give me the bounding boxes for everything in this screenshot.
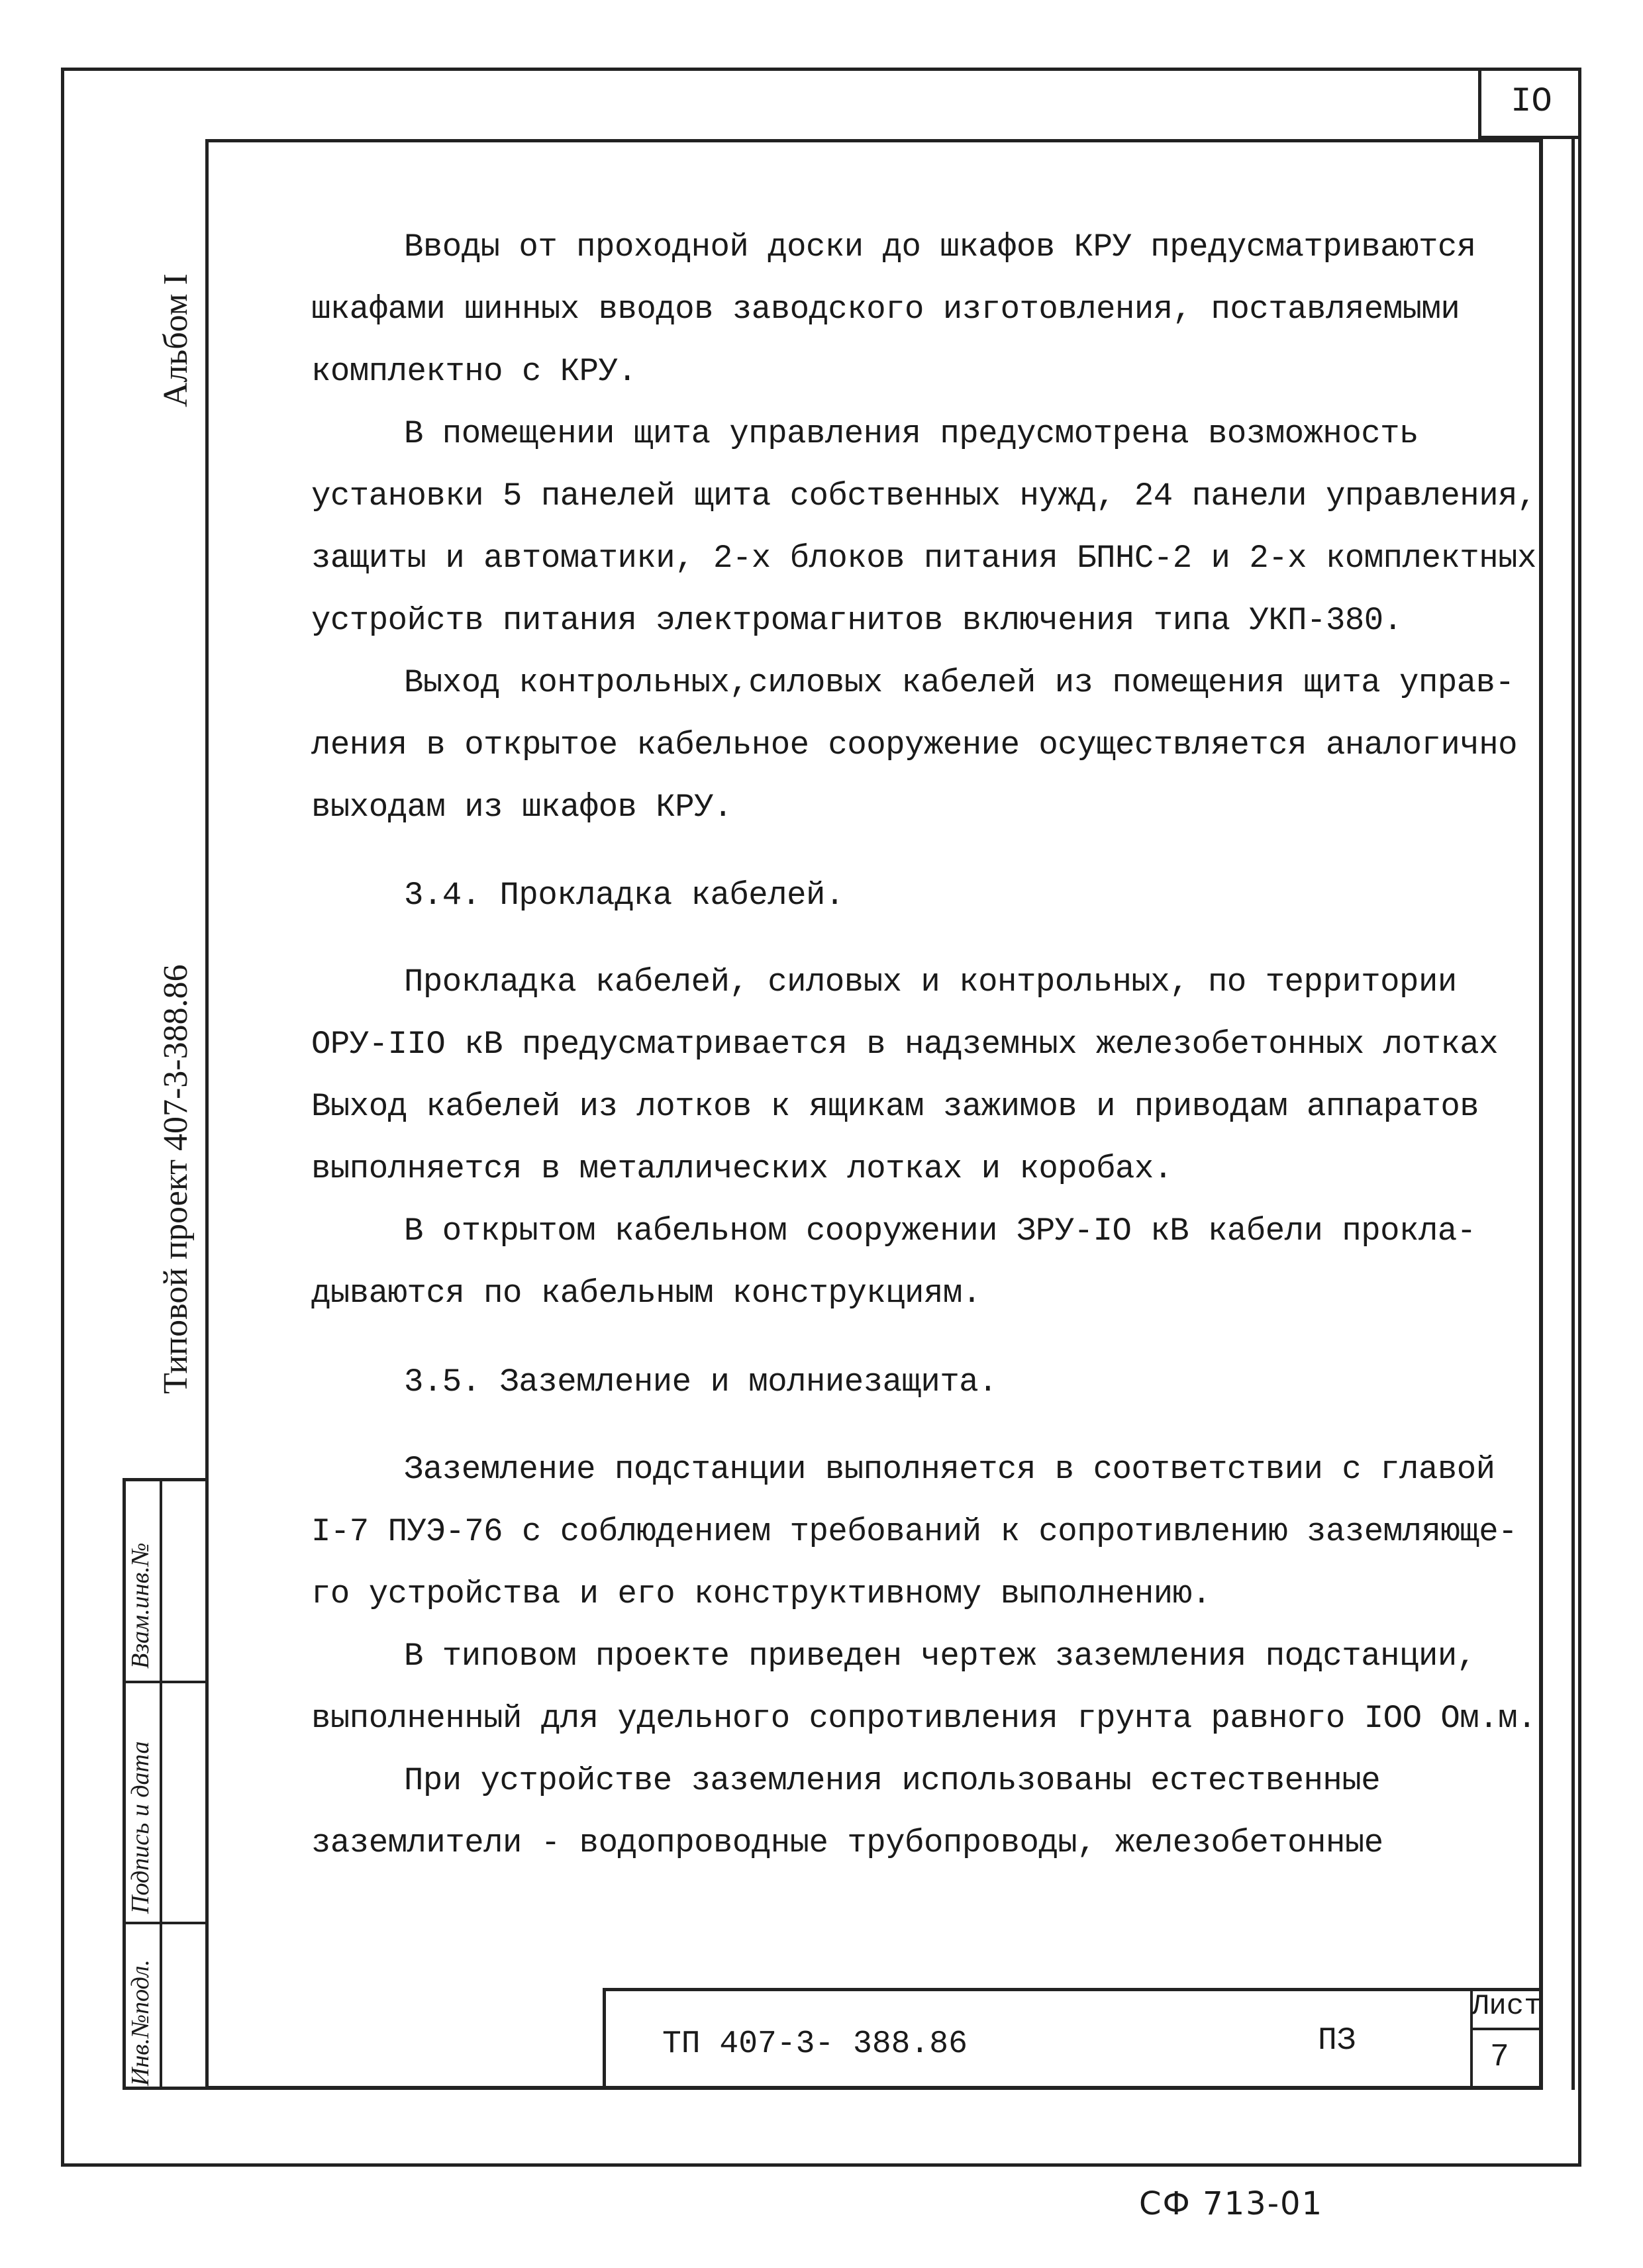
body-line: При устройстве заземления использованы естественные <box>404 1762 1381 1799</box>
project-label: Типовой проект 407-3-388.86 <box>157 964 195 1394</box>
page-number: IO <box>1511 82 1552 121</box>
stamp-row-divider <box>123 1681 205 1683</box>
stamp-signature-date: Подпись и дата <box>126 1741 154 1914</box>
body-line: заземлители - водопроводные трубопроводы, железобетонные <box>311 1824 1383 1861</box>
footer-code: СФ 713-01 <box>1139 2185 1324 2222</box>
sheet-number: 7 <box>1490 2040 1509 2075</box>
body-line: шкафами шинных вводов заводского изготовления, поставляемыми <box>311 291 1460 328</box>
sheet-label: Лист <box>1471 1990 1542 2023</box>
body-line: ления в открытое кабельное сооружение осуществляется аналогично <box>311 726 1518 764</box>
stamp-row-divider <box>123 1922 205 1924</box>
body-line: комплектно с КРУ. <box>311 353 637 390</box>
body-line: выполненный для удельного сопротивления грунта равного IOO Ом.м. <box>311 1700 1536 1737</box>
body-line: установки 5 панелей щита собственных нужд, 24 панели управления, <box>311 477 1536 515</box>
body-line: Выход кабелей из лотков к ящикам зажимов и приводам аппаратов <box>311 1088 1479 1125</box>
section-heading: 3.4. Прокладка кабелей. <box>404 877 844 914</box>
body-line: ОРУ-IIO кВ предусматривается в надземных железобетонных лотках <box>311 1026 1499 1063</box>
document-code: ТП 407-3- 388.86 <box>662 2026 968 2062</box>
body-line: выполняется в металлических лотках и коробах. <box>311 1150 1173 1187</box>
stamp-inv-no-podl: Инв.№подл. <box>126 1959 154 2086</box>
body-line: выходам из шкафов КРУ. <box>311 789 732 826</box>
body-line: устройств питания электромагнитов включения типа УКП-380. <box>311 602 1403 639</box>
body-line: дываются по кабельным конструкциям. <box>311 1275 981 1312</box>
sheet-divider <box>1470 2028 1543 2030</box>
document-type: ПЗ <box>1318 2023 1356 2059</box>
body-line: В типовом проекте приведен чертеж заземления подстанции, <box>404 1638 1476 1675</box>
page-number-box <box>1478 68 1581 139</box>
body-line: В помещении щита управления предусмотрена возможность <box>404 415 1419 452</box>
body-line: Заземление подстанции выполняется в соответствии с главой <box>404 1451 1495 1488</box>
body-line: I-7 ПУЭ-76 с соблюдением требований к сопротивлению заземляюще- <box>311 1513 1518 1550</box>
body-line: го устройства и его конструктивному выполнению. <box>311 1575 1211 1612</box>
stamp-vzam-inv: Взам.инв.№ <box>126 1542 154 1669</box>
body-line: Вводы от проходной доски до шкафов КРУ предусматриваются <box>404 228 1476 266</box>
body-line: Выход контрольных,силовых кабелей из помещения щита управ- <box>404 664 1515 701</box>
body-line: В открытом кабельном сооружении ЗРУ-IO кВ кабели прокла- <box>404 1212 1476 1250</box>
body-line: защиты и автоматики, 2-х блоков питания БПНС-2 и 2-х комплектных <box>311 540 1536 577</box>
album-label: Альбом I <box>157 273 195 407</box>
section-heading: 3.5. Заземление и молниезащита. <box>404 1363 998 1401</box>
body-line: Прокладка кабелей, силовых и контрольных, по территории <box>404 963 1457 1001</box>
